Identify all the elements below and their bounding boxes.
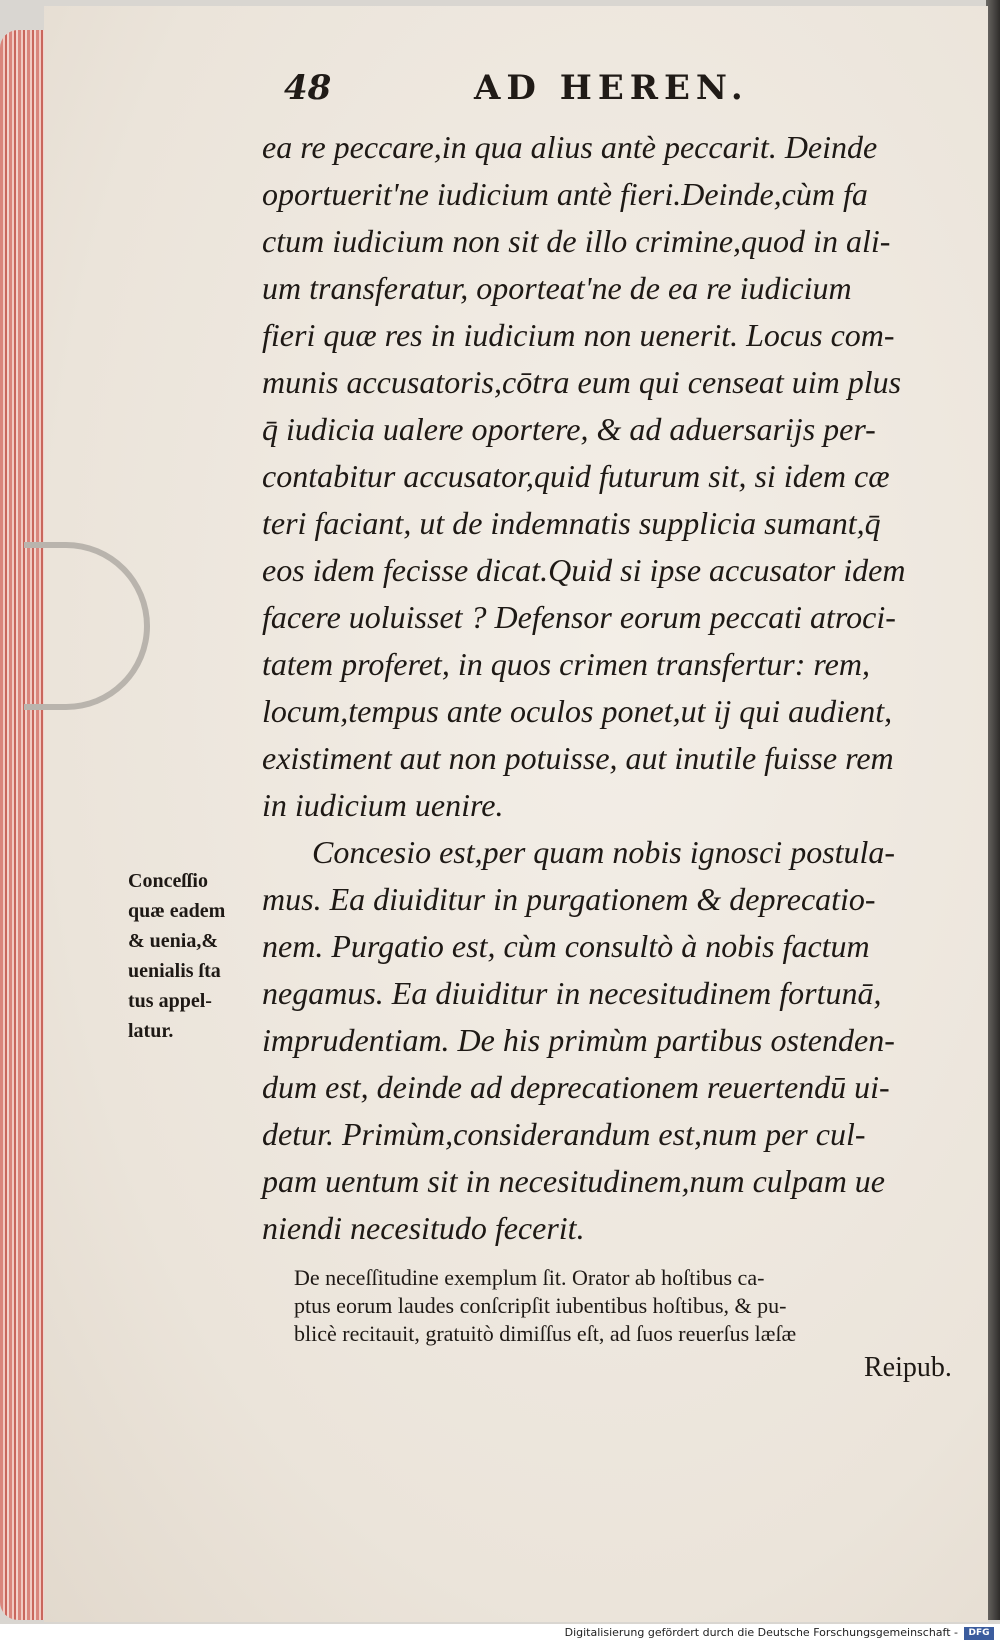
marginal-note: [128, 866, 278, 1046]
body-line: existiment aut non potuisse, aut inutile fuisse rem: [262, 740, 894, 776]
body-line: niendi necesitudo fecerit.: [262, 1210, 585, 1246]
body-line: contabitur accusator,quid futurum sit, si idem cæ: [262, 458, 890, 494]
marginal-note-line: latur.: [128, 1020, 174, 1042]
page-header: [44, 68, 988, 118]
body-line: imprudentiam. De his primùm partibus ostenden-: [262, 1022, 895, 1058]
marginal-note-line: Conceſſio: [128, 870, 208, 892]
body-line: dum est, deinde ad deprecationem reuertendū ui-: [262, 1069, 890, 1105]
body-line: detur. Primùm,considerandum est,num per cul-: [262, 1116, 866, 1152]
body-line: Concesio est,per quam nobis ignosci postula-: [312, 834, 896, 870]
roman-line: blicè recitauit, gratuitò dimiſſus eſt, ad ſuos reuerſus læſæ: [294, 1321, 797, 1346]
main-text-block: [262, 124, 962, 1252]
body-line: locum,tempus ante oculos ponet,ut ij qui audient,: [262, 693, 893, 729]
roman-line: ptus eorum laudes conſcripſit iubentibus hoſtibus, & pu-: [294, 1293, 787, 1318]
page-number: 48: [284, 68, 332, 108]
marginal-note-line: & uenia,&: [128, 930, 218, 952]
running-head: AD HEREN.: [474, 68, 749, 108]
body-line: q̄ iudicia ualere oportere, & ad aduersarijs per-: [262, 411, 876, 447]
body-line: pam uentum sit in necesitudinem,num culpam ue: [262, 1163, 885, 1199]
body-line: um transferatur, oporteat'ne de ea re iudicium: [262, 270, 852, 306]
body-line: nem. Purgatio est, cùm consultò à nobis factum: [262, 928, 870, 964]
marginal-note-line: tus appel-: [128, 990, 212, 1012]
body-line: tatem proferet, in quos crimen transfertur: rem,: [262, 646, 870, 682]
marginal-note-line: quæ eadem: [128, 900, 226, 922]
body-line: oportuerit'ne iudicium antè fieri.Deinde,cùm fa: [262, 176, 868, 212]
body-line: in iudicium uenire.: [262, 787, 504, 823]
book-page: [44, 6, 988, 1622]
marginal-note-line: uenialis ſta: [128, 960, 221, 982]
body-line: munis accusatoris,cōtra eum qui censeat uim plus: [262, 364, 902, 400]
dfg-logo-icon: DFG: [964, 1627, 994, 1640]
footer-bar: [0, 1624, 1000, 1644]
roman-text-block: [294, 1264, 974, 1348]
funding-notice: Digitalisierung gefördert durch die Deutsche Forschungsgemeinschaft -: [564, 1626, 958, 1639]
body-line: fieri quæ res in iudicium non uenerit. Locus com-: [262, 317, 895, 353]
body-line: mus. Ea diuiditur in purgationem & deprecatio-: [262, 881, 876, 917]
clasp-ring: [24, 542, 150, 710]
body-line: teri faciant, ut de indemnatis supplicia sumant,q̄: [262, 505, 881, 541]
body-line: eos idem fecisse dicat.Quid si ipse accusator idem: [262, 552, 906, 588]
body-line: ea re peccare,in qua alius antè peccarit. Deinde: [262, 129, 878, 165]
catchword: Reipub.: [864, 1352, 952, 1383]
body-line: negamus. Ea diuiditur in necesitudinem fortunā,: [262, 975, 882, 1011]
body-line: facere uoluisset ? Defensor eorum peccati atroci-: [262, 599, 896, 635]
body-line: ctum iudicium non sit de illo crimine,quod in ali-: [262, 223, 891, 259]
roman-line: De neceſſitudine exemplum ſit. Orator ab hoſtibus ca-: [294, 1265, 765, 1290]
book-spine-shadow: [986, 0, 1000, 1620]
